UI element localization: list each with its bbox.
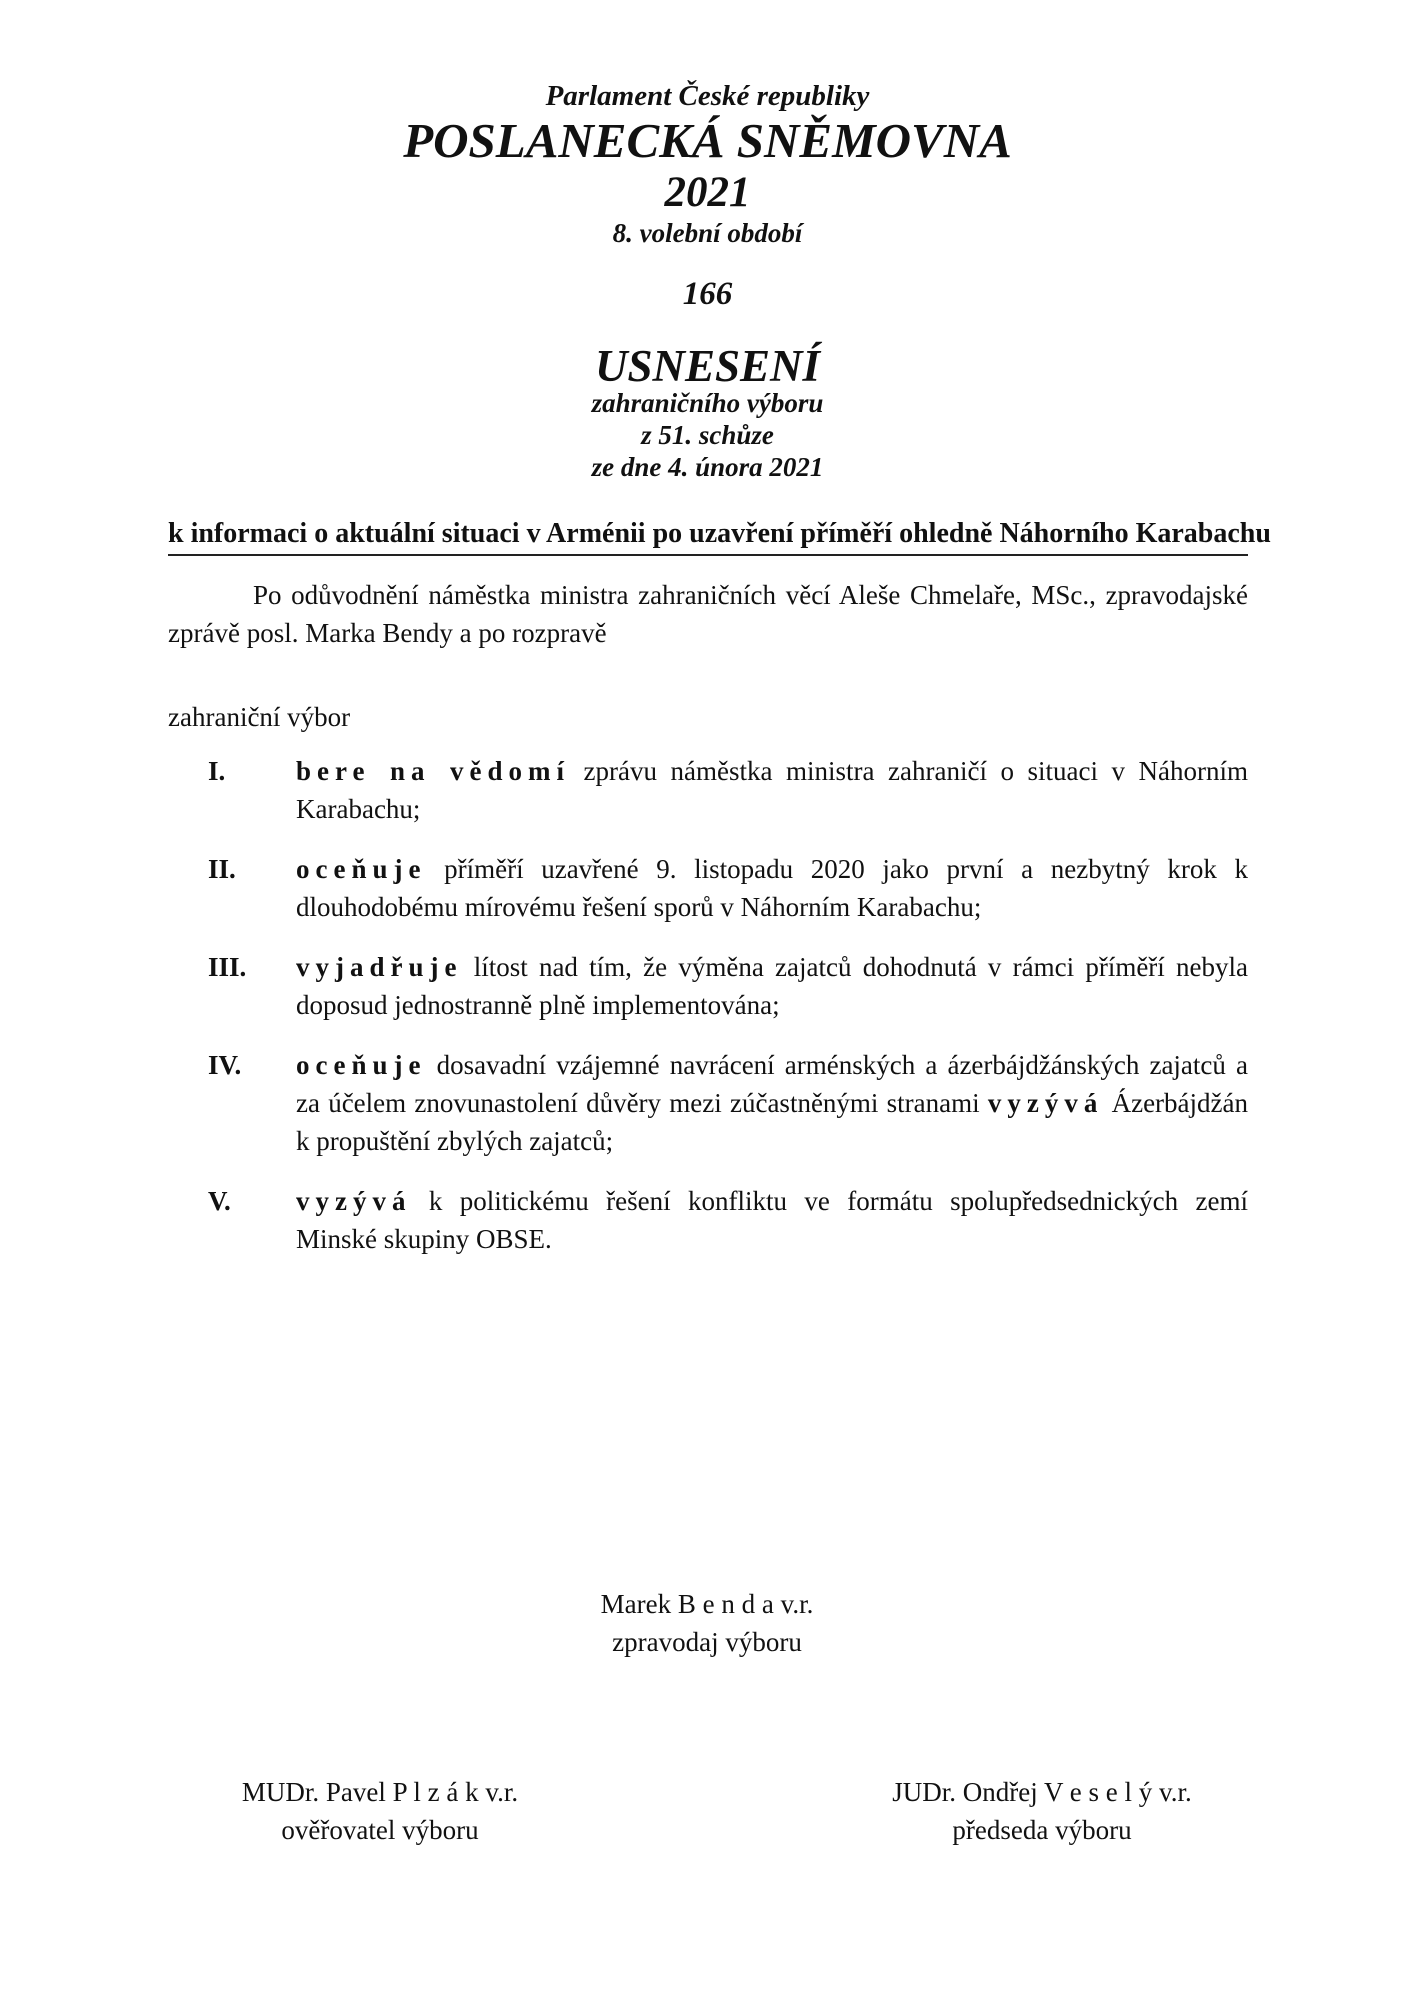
item-body [296, 1182, 1248, 1258]
item-verb-secondary: vyzývá [987, 1088, 1104, 1118]
item-verb: vyjadřuje [296, 952, 463, 982]
chair-signature [842, 1773, 1242, 1849]
verifier-role: ověřovatel výboru [281, 1815, 479, 1845]
session-number: z 51. schůze [641, 420, 774, 450]
house-name: POSLANECKÁ SNĚMOVNA [403, 113, 1012, 168]
item-text: příměří uzavřené 9. listopadu 2020 jako první a nezbytný krok k dlouhodobému mírovému řešení sporů v Náhorním Karabachu; [296, 854, 1248, 922]
item-text: k politickému řešení konfliktu ve formátu spolupředsednických zemí Minské skupiny OBSE. [296, 1186, 1248, 1254]
item-text: lítost nad tím, že výměna zajatců dohodnutá v rámci příměří nebyla doposud jednostranně plně implementována; [296, 952, 1248, 1020]
chair-name: JUDr. Ondřej V e s e l ý v.r. [892, 1777, 1192, 1807]
subject-underline [168, 554, 1248, 556]
item-number: I. [208, 756, 226, 786]
committee-name: zahraničního výboru [591, 388, 824, 418]
rapporteur-role: zpravodaj výboru [612, 1627, 802, 1657]
verifier-signature [180, 1773, 580, 1849]
committee-line: zahraniční výbor [168, 702, 351, 732]
item-number: V. [208, 1186, 231, 1216]
intro-paragraph: Po odůvodnění náměstka ministra zahraničních věcí Aleše Chmelaře, MSc., zpravodajské zprávě posl. Marka Bendy a po rozpravě [168, 580, 1248, 648]
item-text-continued: Ázerbájdžán k propuštění zbylých zajatců; [296, 1088, 1249, 1156]
electoral-term: 8. volební období [612, 218, 803, 248]
item-number: IV. [208, 1050, 242, 1080]
item-body [296, 850, 1248, 926]
rapporteur-signature [507, 1585, 907, 1661]
item-text: dosavadní vzájemné navrácení arménských a ázerbájdžánských zajatců a za účelem znovunastolení důvěry mezi zúčastněnými stranami [296, 1050, 1248, 1118]
resolution-subject: k informaci o aktuální situaci v Arménii po uzavření příměří ohledně Náhorního Karabachu [168, 518, 1271, 549]
item-text: zprávu náměstka ministra zahraničí o situaci v Náhorním Karabachu; [296, 756, 1248, 824]
item-number: II. [208, 854, 236, 884]
verifier-name: MUDr. Pavel P l z á k v.r. [241, 1777, 519, 1807]
document-title: USNESENÍ [594, 341, 821, 391]
resolution-number: 166 [682, 276, 733, 312]
parliament-name: Parlament České republiky [545, 80, 870, 112]
chair-role: předseda výboru [952, 1815, 1132, 1845]
item-body [296, 948, 1248, 1024]
item-number: III. [208, 952, 247, 982]
item-body [296, 1046, 1248, 1160]
item-verb: vyzývá [296, 1186, 412, 1216]
item-verb: bere na vědomí [296, 756, 571, 786]
item-body [296, 752, 1248, 828]
document-year: 2021 [664, 169, 751, 216]
rapporteur-name: Marek B e n d a v.r. [600, 1589, 814, 1619]
session-date: ze dne 4. února 2021 [591, 452, 824, 482]
item-verb: oceňuje [296, 1050, 427, 1080]
item-verb: oceňuje [296, 854, 427, 884]
